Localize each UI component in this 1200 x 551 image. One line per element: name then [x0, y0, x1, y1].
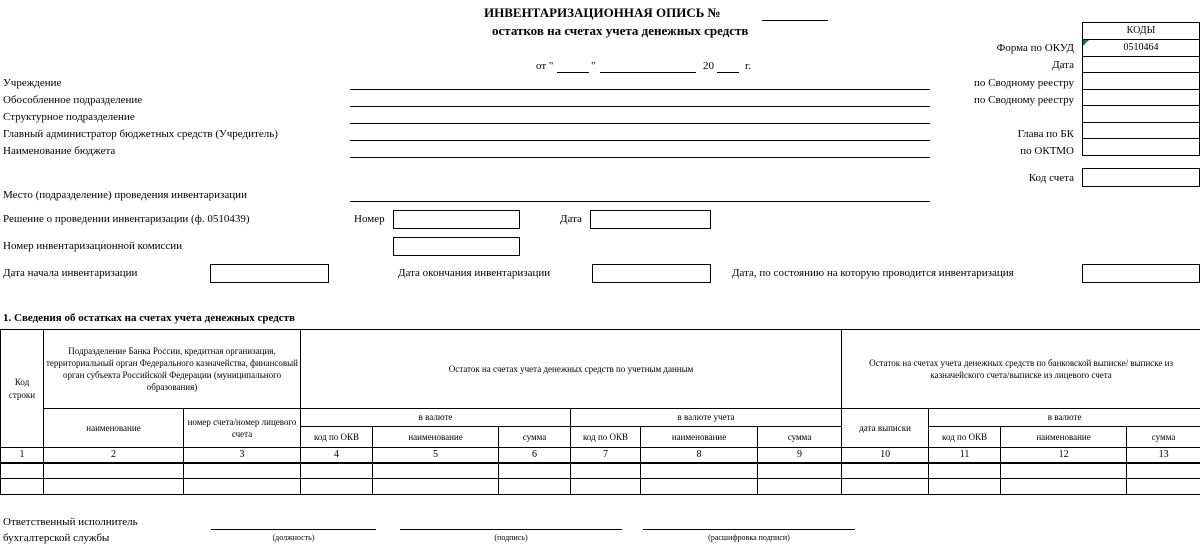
registry1-code-cell[interactable]	[1083, 73, 1200, 90]
col-number: 13	[1127, 448, 1200, 463]
commission-number-label: Номер инвентаризационной комиссии	[3, 240, 183, 252]
col-bank-in-currency: в валюте	[929, 409, 1200, 427]
table-cell[interactable]	[44, 479, 184, 495]
date-year-line[interactable]	[717, 72, 739, 73]
col-okv-4: код по ОКВ	[301, 427, 373, 448]
table-cell[interactable]	[184, 479, 301, 495]
codes-header: КОДЫ	[1083, 23, 1200, 40]
col-number: 4	[301, 448, 373, 463]
form-number-line[interactable]	[762, 20, 828, 21]
table-cell[interactable]	[758, 463, 842, 479]
col-name-8: наименование	[641, 427, 758, 448]
decision-date-label: Дата	[560, 213, 582, 225]
bk-label: Глава по БК	[1017, 128, 1074, 140]
col-name-12: наименование	[1001, 427, 1127, 448]
date-from-label: от "	[536, 60, 554, 72]
table-cell[interactable]	[1, 463, 44, 479]
table-cell[interactable]	[758, 479, 842, 495]
decision-label: Решение о проведении инвентаризации (ф. 0510439)	[3, 213, 250, 225]
signature-decoding-caption: (расшифровка подписи)	[708, 533, 790, 542]
form-title: ИНВЕНТАРИЗАЦИОННАЯ ОПИСЬ №	[484, 5, 721, 20]
bk-code-cell[interactable]	[1083, 122, 1200, 139]
date-year-suffix: г.	[745, 60, 752, 72]
section1-title: 1. Сведения об остатках на счетах учета денежных средств	[3, 312, 295, 324]
col-okv-11: код по ОКВ	[929, 427, 1001, 448]
col-name-5: наименование	[373, 427, 499, 448]
chief-administrator-label: Главный администратор бюджетных средств (Учредитель)	[3, 128, 278, 140]
position-line[interactable]	[211, 529, 376, 530]
chief-administrator-line[interactable]	[350, 140, 930, 141]
structural-division-label: Структурное подразделение	[3, 111, 135, 123]
date-day-line[interactable]	[557, 72, 589, 73]
table-cell[interactable]	[499, 479, 571, 495]
okud-code-value: 0510464	[1123, 42, 1159, 53]
institution-line[interactable]	[350, 89, 930, 90]
institution-label: Учреждение	[3, 77, 62, 89]
table-cell[interactable]	[44, 463, 184, 479]
col-number: 12	[1001, 448, 1127, 463]
col-statement-date: дата выписки	[842, 409, 929, 448]
col-number: 5	[373, 448, 499, 463]
decision-number-label: Номер	[354, 213, 385, 225]
responsible-label-line2: бухгалтерской службы	[3, 532, 110, 544]
position-caption: (должность)	[272, 533, 315, 542]
table-cell[interactable]	[842, 479, 929, 495]
end-date-label: Дата окончания инвентаризации	[398, 267, 551, 279]
date-year-prefix: 20	[703, 60, 714, 72]
table-cell[interactable]	[641, 463, 758, 479]
codes-table	[1082, 22, 1200, 156]
date-quote: "	[591, 60, 596, 72]
col-number: 11	[929, 448, 1001, 463]
col-in-accounting-currency: в валюте учета	[571, 409, 842, 427]
col-number: 7	[571, 448, 641, 463]
col-bank-balance: Остаток на счетах учета денежных средств по банковской выписке/ выписке из казначейского счета/выписке из лицевого счета	[842, 330, 1200, 409]
col-number: 2	[44, 448, 184, 463]
as-of-date-box[interactable]	[1082, 264, 1200, 283]
table-cell[interactable]	[1, 479, 44, 495]
decision-number-box[interactable]	[393, 210, 520, 229]
empty-code-cell[interactable]	[1083, 106, 1200, 123]
table-cell[interactable]	[1127, 463, 1200, 479]
signature-caption: (подпись)	[494, 533, 528, 542]
table-cell[interactable]	[929, 479, 1001, 495]
table-cell[interactable]	[1127, 479, 1200, 495]
table-cell[interactable]	[571, 463, 641, 479]
col-okv-7: код по ОКВ	[571, 427, 641, 448]
col-accounting-balance: Остаток на счетах учета денежных средств по учетным данным	[301, 330, 842, 409]
signature-decoding-line[interactable]	[643, 529, 855, 530]
structural-division-line[interactable]	[350, 123, 930, 124]
oktmo-label: по ОКТМО	[1020, 145, 1074, 157]
col-sum-9: сумма	[758, 427, 842, 448]
responsible-label-line1: Ответственный исполнитель	[3, 516, 138, 528]
start-date-box[interactable]	[210, 264, 329, 283]
col-number: 9	[758, 448, 842, 463]
col-division: Подразделение Банка России, кредитная организация, территориальный орган Федерального казначейства, финансовый орган субъекта Российской Федерации (муниципального образования)	[44, 330, 301, 409]
location-label: Место (подразделение) проведения инвентаризации	[3, 189, 247, 201]
table-cell[interactable]	[842, 463, 929, 479]
commission-number-box[interactable]	[393, 237, 520, 256]
table-cell[interactable]	[499, 463, 571, 479]
col-row-code: Код строки	[1, 330, 44, 448]
col-number: 10	[842, 448, 929, 463]
okud-code-cell	[1083, 39, 1200, 56]
col-sum-13: сумма	[1127, 427, 1200, 448]
table-cell[interactable]	[301, 463, 373, 479]
budget-name-label: Наименование бюджета	[3, 145, 116, 157]
oktmo-code-cell[interactable]	[1083, 139, 1200, 156]
form-subtitle: остатков на счетах учета денежных средств	[492, 23, 749, 38]
signature-line[interactable]	[400, 529, 622, 530]
registry1-label: по Сводному реестру	[974, 77, 1074, 89]
location-line[interactable]	[350, 201, 930, 202]
okud-label: Форма по ОКУД	[996, 42, 1074, 54]
table-cell[interactable]	[184, 463, 301, 479]
table-cell[interactable]	[641, 479, 758, 495]
date-month-line[interactable]	[600, 72, 696, 73]
account-code-label: Код счета	[1028, 172, 1074, 184]
date-code-label: Дата	[1052, 59, 1074, 71]
col-account-number: номер счета/номер лицевого счета	[184, 409, 301, 448]
col-division-name: наименование	[44, 409, 184, 448]
col-in-currency: в валюте	[301, 409, 571, 427]
account-code-box[interactable]	[1082, 168, 1200, 187]
balances-table	[0, 329, 1200, 495]
start-date-label: Дата начала инвентаризации	[3, 267, 138, 279]
col-sum-6: сумма	[499, 427, 571, 448]
col-number: 8	[641, 448, 758, 463]
col-number: 1	[1, 448, 44, 463]
cell-marker-icon	[1083, 40, 1089, 46]
table-cell[interactable]	[571, 479, 641, 495]
registry2-label: по Сводному реестру	[974, 94, 1074, 106]
decision-date-box[interactable]	[590, 210, 711, 229]
separate-division-label: Обособленное подразделение	[3, 94, 143, 106]
date-code-cell[interactable]	[1083, 56, 1200, 73]
table-row	[1, 463, 1200, 479]
budget-name-line[interactable]	[350, 157, 930, 158]
registry2-code-cell[interactable]	[1083, 89, 1200, 106]
table-cell[interactable]	[373, 479, 499, 495]
end-date-box[interactable]	[592, 264, 711, 283]
col-number: 6	[499, 448, 571, 463]
table-cell[interactable]	[1001, 479, 1127, 495]
as-of-date-label: Дата, по состоянию на которую проводится инвентаризация	[732, 267, 1014, 279]
table-cell[interactable]	[929, 463, 1001, 479]
table-row	[1, 479, 1200, 495]
separate-division-line[interactable]	[350, 106, 930, 107]
table-cell[interactable]	[1001, 463, 1127, 479]
table-cell[interactable]	[301, 479, 373, 495]
table-cell[interactable]	[373, 463, 499, 479]
col-number: 3	[184, 448, 301, 463]
